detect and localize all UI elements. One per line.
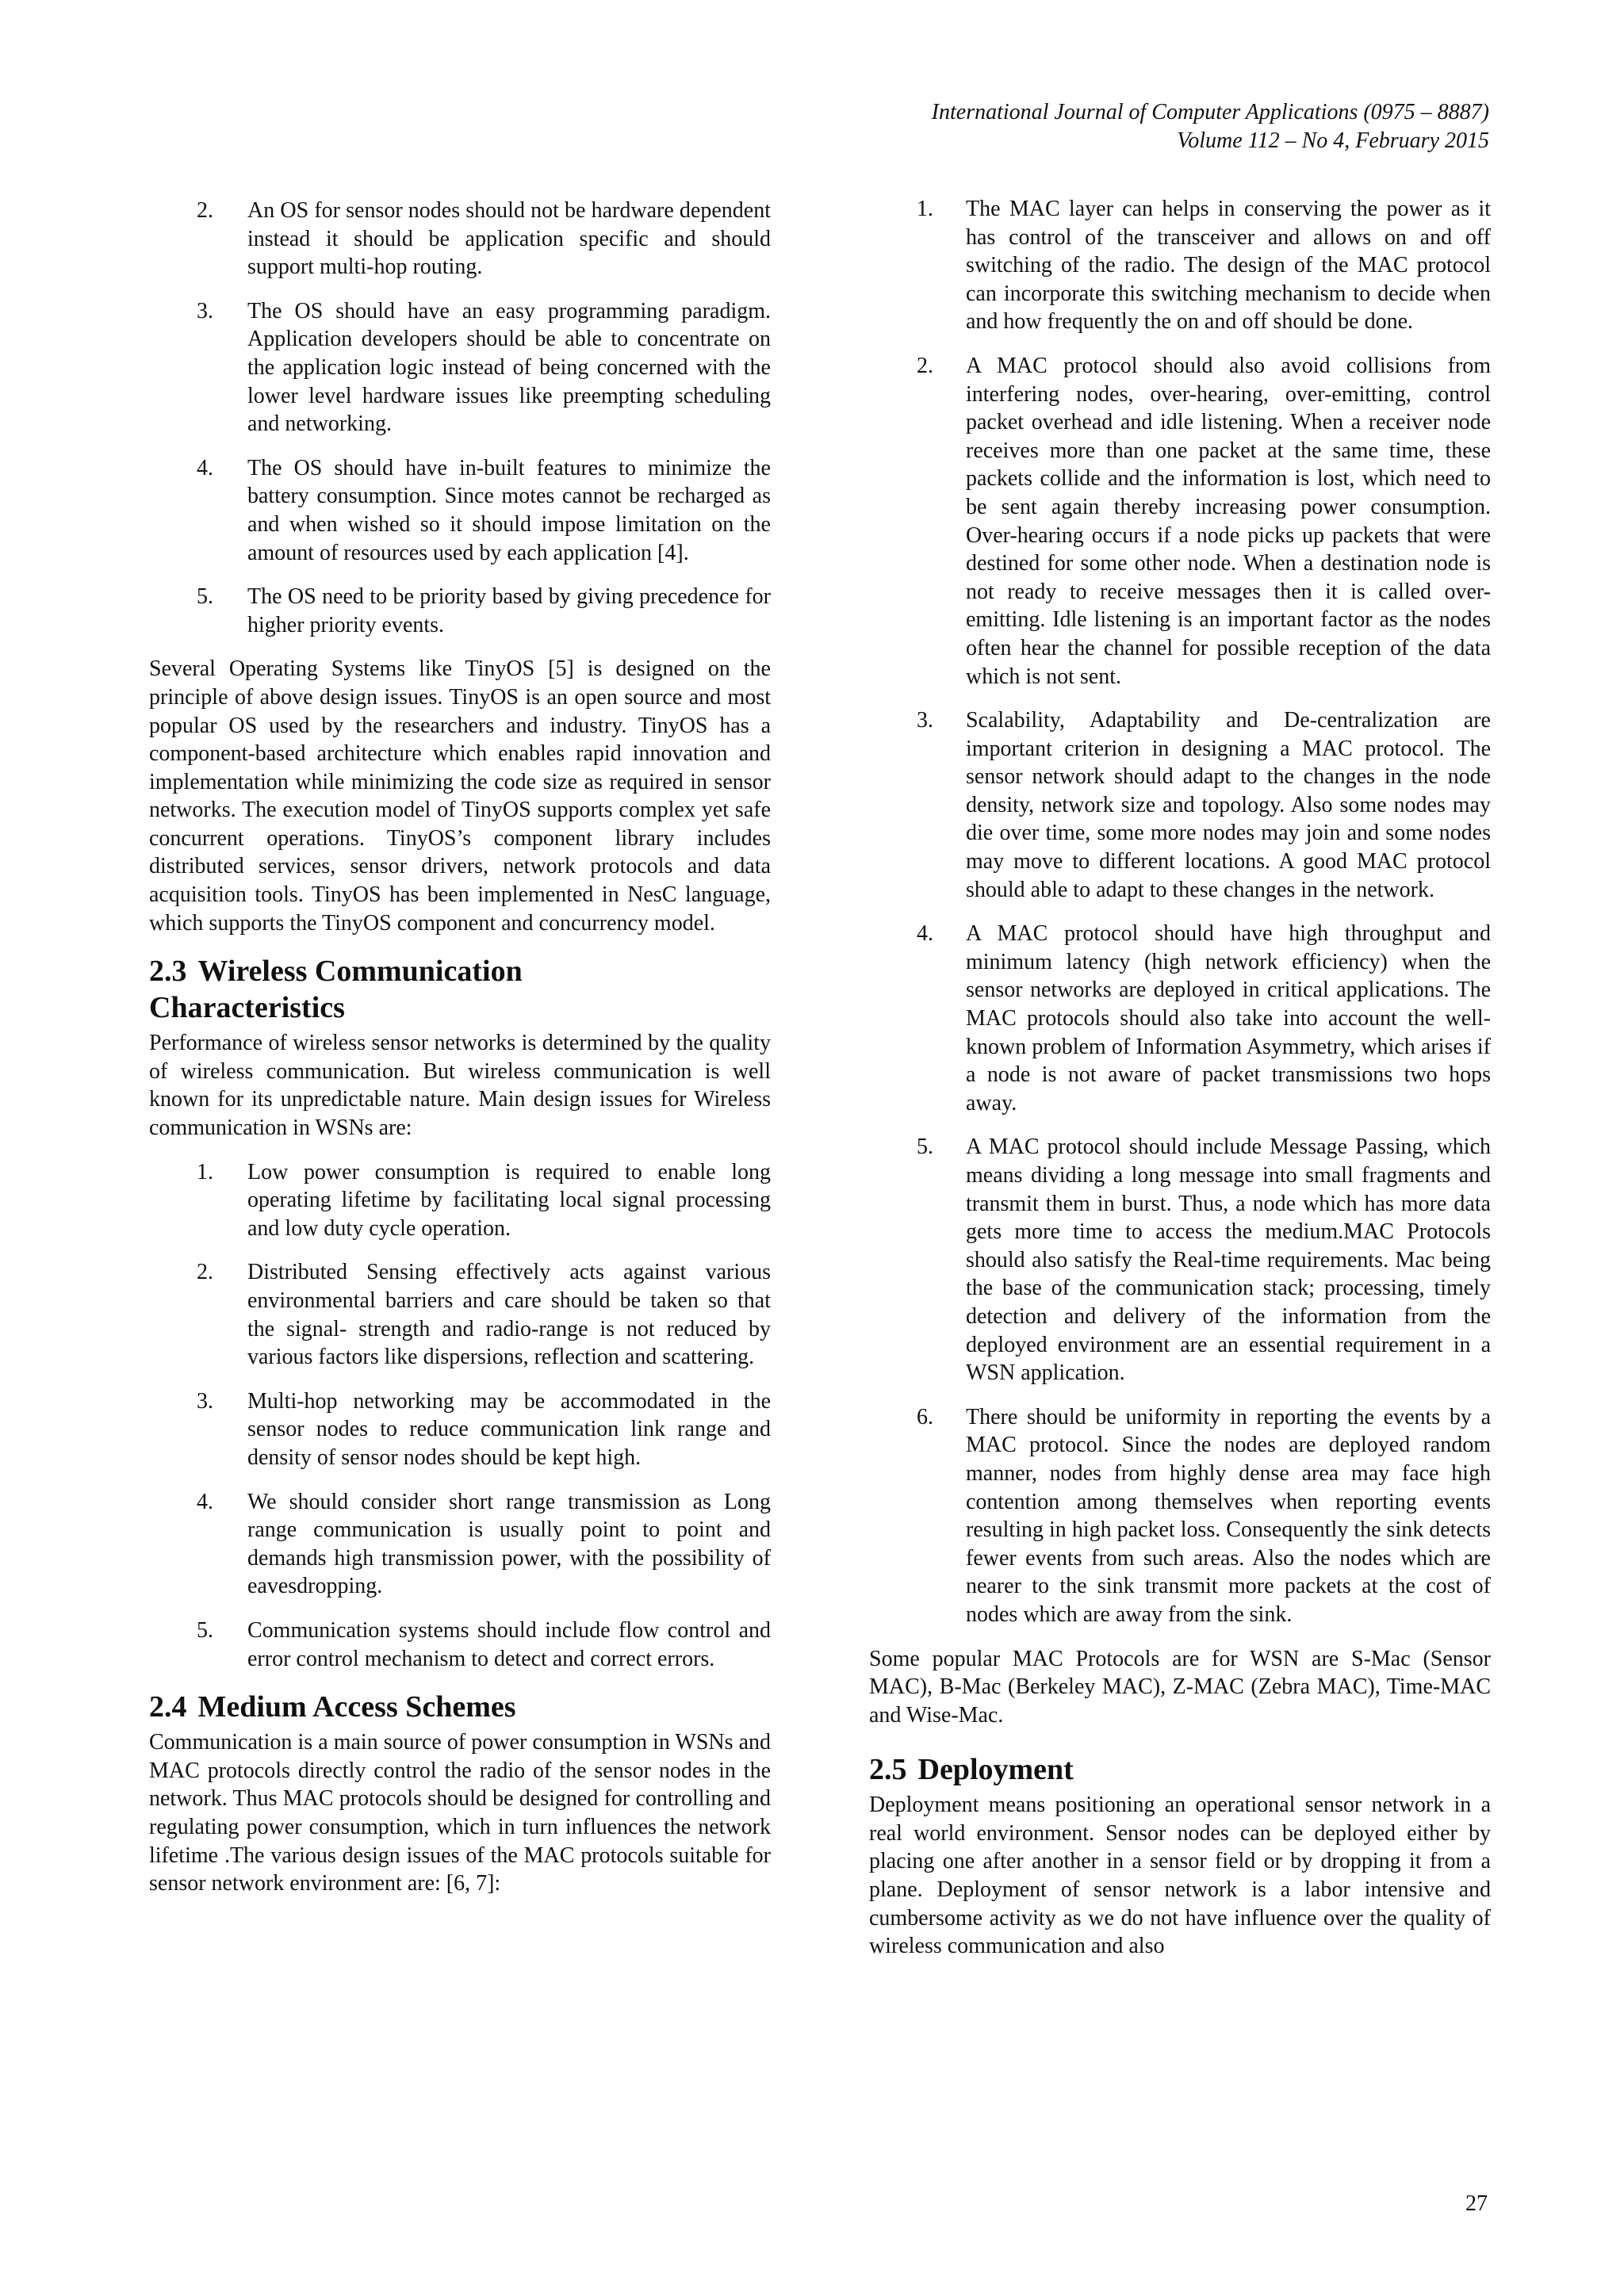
right-column	[869, 195, 1491, 1976]
mac-issues-list	[869, 195, 1491, 1629]
list-item: 5. The OS need to be priority based by giving precedence for higher priority events.	[197, 584, 771, 637]
list-item: 5. A MAC protocol should include Message Passing, which means dividing a long message into small fragments and transmit them in burst. Thus, a node which has more data gets more time to access the medium.MAC Protocols should also satisfy the Real-time requirements. Mac being the base of the communication stack; processing, timely detection and delivery of the information from the deployed environment are an essential requirement in a WSN application.	[917, 1135, 1491, 1386]
tinyos-paragraph: Several Operating Systems like TinyOS [5] is designed on the principle of above design issues. TinyOS is an open source and most popular OS used by the researchers and industry. TinyOS has a component-based architecture which enables rapid innovation and implementation while minimizing the code size as required in sensor networks. The execution model of TinyOS supports complex yet safe concurrent operations. TinyOS’s component library includes distributed services, sensor drivers, network protocols and data acquisition tools. TinyOS has been implemented in NesC language, which supports the TinyOS component and concurrency model.	[149, 656, 771, 936]
section-heading-2-3: 2.3 Wireless Communication Characteristics	[149, 955, 523, 1025]
list-item: 3. The OS should have an easy programming paradigm. Application developers should be able to concentrate on the application logic instead of being concerned with the lower level hardware issues like preempting scheduling and networking.	[197, 298, 771, 437]
journal-title: International Journal of Computer Applications (0975 – 8887)	[931, 100, 1489, 124]
list-item: 2. An OS for sensor nodes should not be hardware dependent instead it should be application specific and should support multi-hop routing.	[197, 198, 771, 280]
list-item: 1. Low power consumption is required to enable long operating lifetime by facilitating local signal processing and low duty cycle operation.	[197, 1159, 771, 1241]
list-item: 1. The MAC layer can helps in conserving the power as it has control of the transceiver and allows on and off switching of the radio. The design of the MAC protocol can incorporate this switching mechanism to decide when and how frequently the on and off should be done.	[917, 197, 1491, 335]
list-item: 6. There should be uniformity in reporting the events by a MAC protocol. Since the nodes are deployed random manner, nodes from highly dense area may face high contention among themselves when reporting events resulting in high packet loss. Consequently the sink detects fewer events from such areas. Also the nodes which are nearer to the sink transmit more packets at the cost of nodes which are away from the sink.	[917, 1404, 1491, 1627]
journal-volume: Volume 112 – No 4, February 2015	[1177, 128, 1489, 153]
mac-protocols-paragraph: Some popular MAC Protocols are for WSN are S-Mac (Sensor MAC), B-Mac (Berkeley MAC), Z-MAC (Zebra MAC), Time-MAC and Wise-Mac.	[869, 1646, 1491, 1728]
deployment-paragraph: Deployment means positioning an operational sensor network in a real world environment. Sensor nodes can be deployed either by placing one after another in a sensor field or by dropping it from a plane. Deployment of sensor network is a labor intensive and cumbersome activity as we do not have influence over the quality of wireless communication and also	[869, 1793, 1491, 1959]
list-item: 2. A MAC protocol should also avoid collisions from interfering nodes, over-hearing, over-emitting, control packet overhead and idle listening. When a receiver node receives more than one packet at the same time, these packets collide and the information is lost, which need to be sent again thereby increasing power consumption. Over-hearing occurs if a node picks up packets that were destined for some other node. When a destination node is not ready to receive messages then it is called over-emitting. Idle listening is an important factor as the nodes often hear the channel for possible reception of the data which is not sent.	[917, 353, 1491, 689]
list-item: 4. We should consider short range transmission as Long range communication is usually point to point and demands high transmission power, with the possibility of eavesdropping.	[197, 1489, 771, 1599]
list-item: 3. Multi-hop networking may be accommodated in the sensor nodes to reduce communication link range and density of sensor nodes should be kept high.	[197, 1388, 771, 1470]
list-item: 4. The OS should have in-built features to minimize the battery consumption. Since motes cannot be recharged as and when wished so it should impose limitation on the amount of resources used by each application [4].	[197, 455, 771, 565]
wireless-issues-list	[149, 1158, 771, 1674]
list-item: 2. Distributed Sensing effectively acts against various environmental barriers and care should be taken so that the signal- strength and radio-range is not reduced by various factors like dispersions, reflection and scattering.	[197, 1260, 771, 1370]
journal-header	[696, 98, 1489, 155]
os-design-list	[149, 197, 771, 639]
list-item: 5. Communication systems should include flow control and error control mechanism to detect and correct errors.	[197, 1617, 771, 1671]
left-column	[149, 197, 771, 1914]
mac-intro-paragraph: Communication is a main source of power consumption in WSNs and MAC protocols directly control the radio of the sensor nodes in the network. Thus MAC protocols should be designed for controlling and regulating power consumption, which in turn influences the network lifetime .The various design issues of the MAC protocols suitable for sensor network environment are: [6, 7]:	[149, 1730, 771, 1896]
wireless-paragraph: Performance of wireless sensor networks is determined by the quality of wireless communication. But wireless communication is well known for its unpredictable nature. Main design issues for Wireless communication in WSNs are:	[149, 1031, 771, 1141]
list-item: 4. A MAC protocol should have high throughput and minimum latency (high network efficiency) when the sensor networks are deployed in critical applications. The MAC protocols should also take into account the well-known problem of Information Asymmetry, which arises if a node is not aware of packet transmissions two hops away.	[917, 921, 1491, 1115]
page-number: 27	[1465, 2191, 1488, 2216]
section-heading-2-4: 2.4 Medium Access Schemes	[149, 1690, 516, 1724]
section-heading-2-5: 2.5 Deployment	[869, 1753, 1074, 1787]
list-item: 3. Scalability, Adaptability and De-centralization are important criterion in designing a MAC protocol. The sensor network should adapt to the changes in the node density, network size and topology. Also some nodes may die over time, some more nodes may join and some nodes may move to different locations. A good MAC protocol should able to adapt to these changes in the network.	[917, 708, 1491, 902]
